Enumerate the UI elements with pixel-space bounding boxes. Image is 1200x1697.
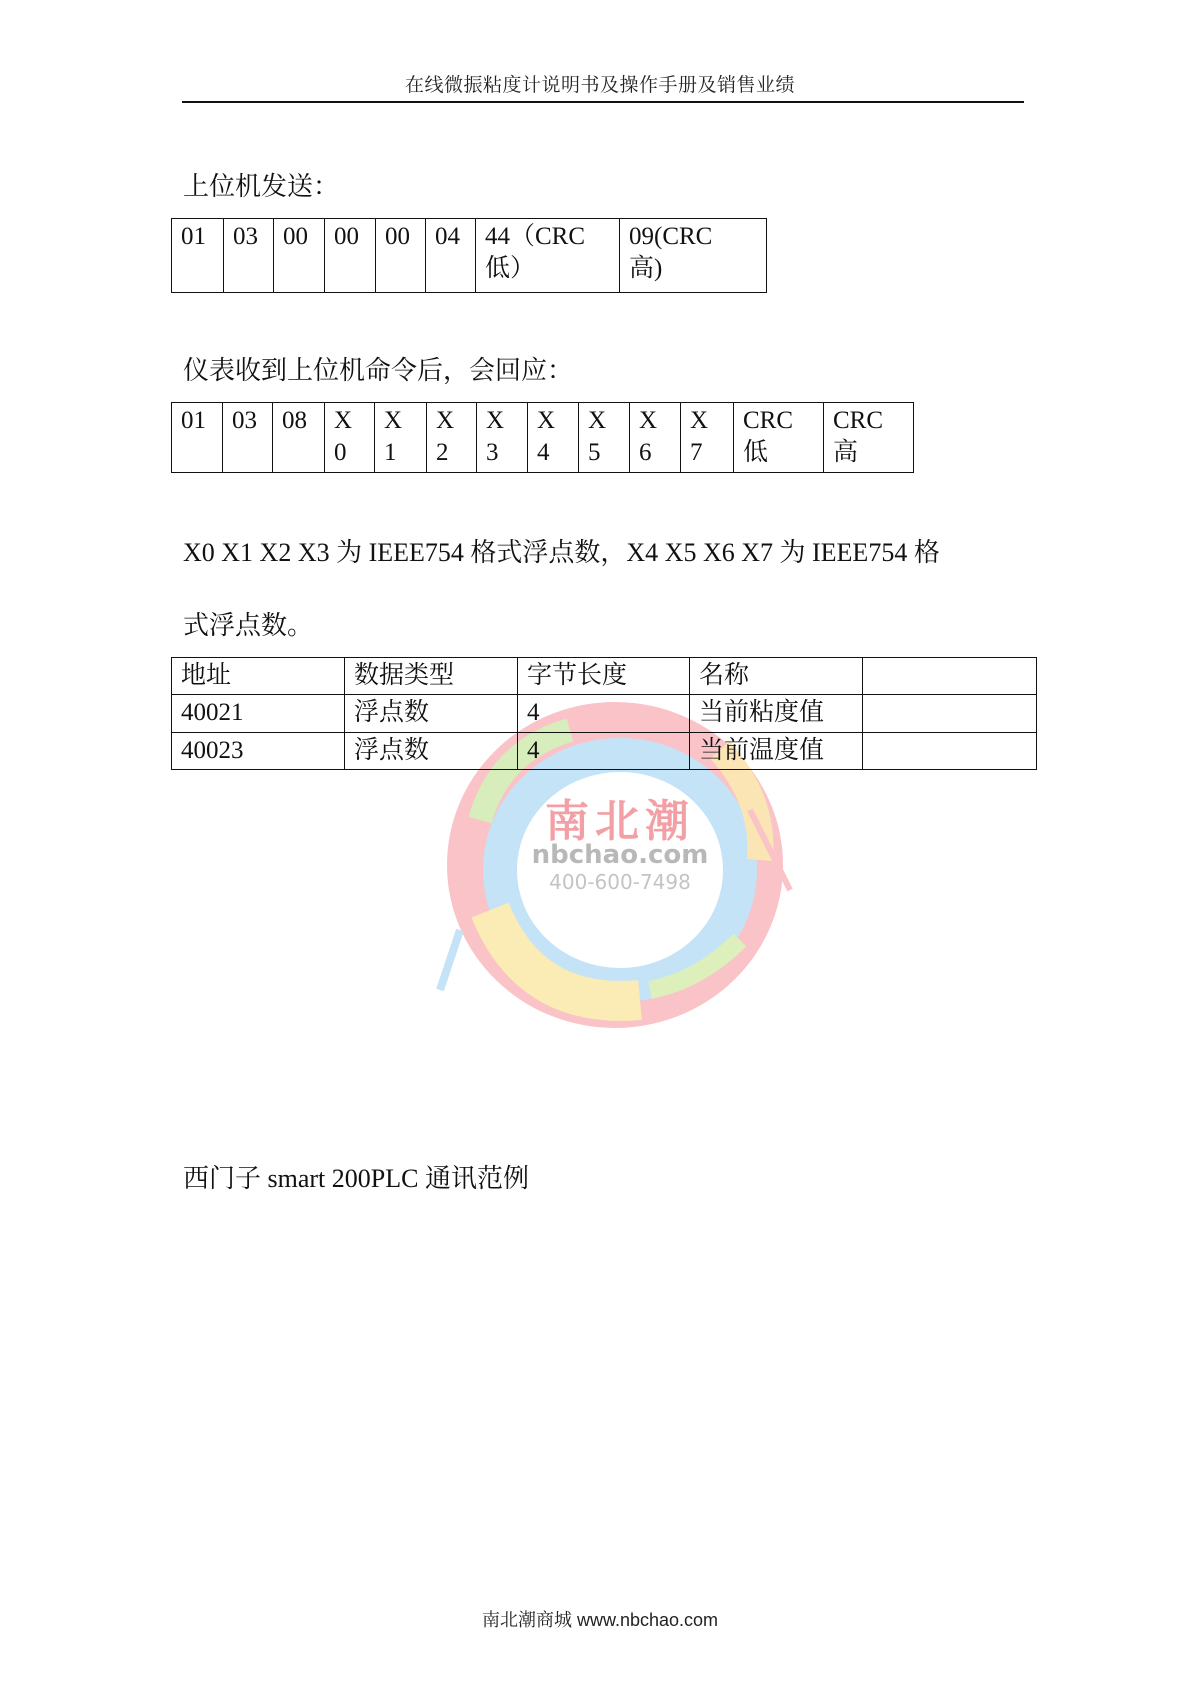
float-note-line-2: 式浮点数。: [183, 611, 314, 640]
cell-name: 当前粘度值: [690, 695, 863, 732]
cell-address: 40023: [172, 732, 345, 769]
table-cell: X 0: [325, 403, 375, 473]
table-cell: 01: [172, 403, 223, 473]
cell-empty: [863, 695, 1037, 732]
watermark-phone: 400-600-7498: [549, 870, 691, 894]
table-row: [172, 219, 767, 293]
header-empty: [863, 658, 1037, 695]
table-cell-crc-low: 44（CRC 低）: [476, 219, 620, 293]
table-cell: 03: [224, 219, 274, 293]
float-note-line-1: X0 X1 X2 X3 为 IEEE754 格式浮点数，X4 X5 X6 X7 为 IEEE754 格: [183, 538, 940, 567]
table-cell: X 1: [375, 403, 427, 473]
table-cell: 00: [376, 219, 426, 293]
cell-byte-length: 4: [518, 732, 690, 769]
instrument-reply-label: 仪表收到上位机命令后，会回应：: [183, 356, 574, 385]
table-cell: X 3: [477, 403, 528, 473]
table-cell: 03: [223, 403, 273, 473]
table-cell: X 5: [579, 403, 630, 473]
cell-empty: [863, 732, 1037, 769]
table-cell: 00: [325, 219, 376, 293]
table-cell: 08: [273, 403, 325, 473]
table-cell-crc-low: CRC 低: [734, 403, 824, 473]
cell-name: 当前温度值: [690, 732, 863, 769]
host-send-table: [171, 218, 767, 293]
watermark-brand-cn: 南北潮: [545, 796, 695, 847]
cell-data-type: 浮点数: [345, 732, 518, 769]
table-row: [172, 695, 1037, 732]
cell-byte-length: 4: [518, 695, 690, 732]
page-footer: 南北潮商城 www.nbchao.com: [481, 1610, 719, 1630]
cell-address: 40021: [172, 695, 345, 732]
table-header-row: [172, 658, 1037, 695]
table-cell-crc-high: 09(CRC 高): [620, 219, 767, 293]
header-divider: [182, 101, 1024, 103]
table-cell: 04: [426, 219, 476, 293]
register-table: [171, 657, 1037, 770]
reply-table: [171, 402, 914, 473]
siemens-example-heading: 西门子 smart 200PLC 通讯范例: [183, 1164, 529, 1193]
header-address: 地址: [172, 658, 345, 695]
watermark-domain: nbchao.com: [531, 840, 709, 870]
table-cell-crc-high: CRC 高: [824, 403, 914, 473]
cell-data-type: 浮点数: [345, 695, 518, 732]
table-row: [172, 403, 914, 473]
host-send-label: 上位机发送：: [183, 172, 340, 201]
header-name: 名称: [690, 658, 863, 695]
table-cell: X 2: [427, 403, 477, 473]
table-cell: 01: [172, 219, 224, 293]
table-cell: 00: [274, 219, 325, 293]
table-cell: X 6: [630, 403, 681, 473]
document-header-title: 在线微振粘度计说明书及操作手册及销售业绩: [404, 75, 795, 96]
table-cell: X 7: [681, 403, 734, 473]
header-data-type: 数据类型: [345, 658, 518, 695]
table-row: [172, 732, 1037, 769]
header-byte-length: 字节长度: [518, 658, 690, 695]
table-cell: X 4: [528, 403, 579, 473]
